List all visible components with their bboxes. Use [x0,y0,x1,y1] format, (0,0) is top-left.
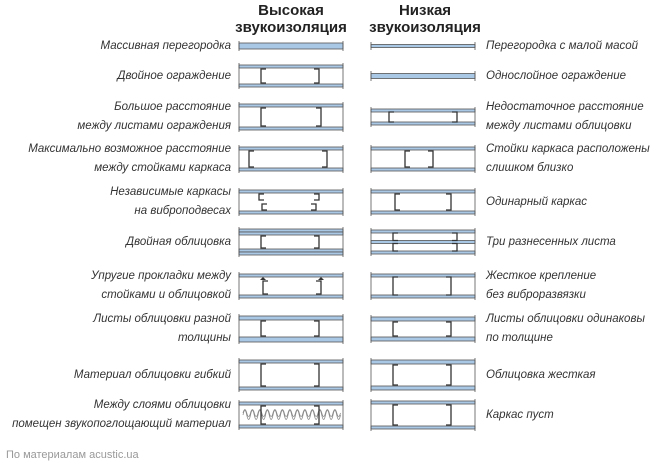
stud [393,322,398,336]
stud [389,112,394,122]
lining-sheet [371,274,475,277]
lining-sheet [371,74,475,79]
lining-sheet [239,65,343,68]
lining-sheet [371,295,475,298]
lining-sheet [371,386,475,390]
low-insulation-label [486,366,596,385]
label-line: на виброподвесах [134,205,231,217]
label-line: Двойная облицовка [126,235,231,248]
header-low-line1: Низкая [398,2,452,19]
stud [316,281,321,294]
stud [452,244,457,252]
stud [314,364,319,386]
label-line: Большое расстояние [114,101,231,113]
high-insulation-diagram [238,182,344,222]
lining-sheet [239,84,343,87]
label-line: Максимально возможное расстояние [28,143,231,155]
label-line: Перегородка с малой масой [486,39,639,52]
stud [393,244,398,252]
stud [249,151,254,167]
lining-sheet [239,402,343,405]
low-insulation-diagram [370,97,476,137]
label-line: между листами ограждения [77,120,231,132]
stud [393,233,398,241]
stud [262,204,267,210]
label-line: Три разнесенных листа [486,235,616,248]
lining-sheet [239,337,343,342]
lining-sheet [371,241,475,244]
low-insulation-diagram [370,395,476,435]
lining-sheet [239,387,343,390]
lining-sheet [239,360,343,363]
label-line: между листами облицовки [486,120,632,132]
high-insulation-label [12,396,231,434]
low-insulation-diagram [370,355,476,395]
stud [393,405,398,425]
label-line: Массивная перегородка [100,39,231,52]
stud [311,204,316,210]
lining-sheet [371,251,475,254]
stud [314,236,319,248]
lining-sheet [239,316,343,320]
label-line: Однослойное ограждение [486,69,627,82]
stud [405,151,410,167]
stud [395,194,400,210]
label-line: слишком близко [486,162,574,174]
label-line: Одинарный каркас [486,195,587,208]
lining-sheet [239,211,343,214]
lining-sheet [371,401,475,404]
high-insulation-label [117,67,231,86]
lining-sheet [371,211,475,214]
lining-sheet [371,317,475,321]
resilient-pad [318,277,324,280]
low-insulation-label [486,406,554,425]
high-insulation-label [28,140,231,178]
lining-sheet [239,229,343,232]
lining-sheet [239,43,343,49]
lining-sheet [371,360,475,364]
low-insulation-label [486,310,645,348]
high-insulation-diagram [238,309,344,349]
source-note: По материалам acustic.ua [6,449,139,461]
low-insulation-diagram [370,266,476,306]
low-insulation-diagram [370,222,476,262]
lining-sheet [239,252,343,255]
stud [314,69,319,83]
low-insulation-diagram [370,56,476,96]
high-insulation-diagram [238,222,344,262]
lining-sheet [239,168,343,171]
high-insulation-diagram [238,395,344,435]
header-high-line1: Высокая [258,2,324,19]
high-insulation-label [126,233,231,252]
high-insulation-diagram [238,139,344,179]
stud [446,194,451,210]
low-insulation-label [486,267,596,305]
stud [393,365,398,385]
lining-sheet [371,230,475,233]
lining-sheet [371,168,475,171]
high-insulation-diagram [238,56,344,96]
stud [322,151,327,167]
label-line: Упругие прокладки между [91,270,231,282]
high-insulation-label [74,366,231,385]
stud [263,281,268,294]
label-line: Каркас пуст [486,408,554,421]
lining-sheet [371,122,475,125]
label-line: Между слоями облицовки [93,399,231,411]
low-insulation-label [486,98,644,136]
label-line: между стойками каркаса [94,162,231,174]
resilient-pad [260,277,266,280]
high-insulation-label [91,267,231,305]
low-insulation-diagram [370,182,476,222]
stud [446,405,451,425]
low-insulation-label [486,37,638,56]
label-line: Материал облицовки гибкий [73,368,231,381]
lining-sheet [371,337,475,341]
label-line: Недостаточное расстояние [486,101,644,113]
stud [446,365,451,385]
header-low-line2: звукоизоляция [369,19,481,36]
stud [261,364,266,386]
high-insulation-diagram [238,266,344,306]
header-high-line2: звукоизоляция [235,19,347,36]
lining-sheet [239,127,343,130]
low-insulation-diagram [370,309,476,349]
low-insulation-label [486,67,626,86]
stud [446,277,451,295]
label-line: Листы облицовки одинаковы [486,313,645,325]
low-insulation-label [486,193,587,212]
label-line: Независимые каркасы [110,186,231,198]
stud [452,112,457,122]
label-line: Двойное ограждение [117,69,231,82]
label-line: Жесткое крепление [486,270,597,282]
stud [428,151,433,167]
lining-sheet [371,190,475,193]
high-insulation-label [110,183,231,221]
stud [261,321,266,336]
label-line: толщины [177,332,231,344]
label-line: стойками и облицовкой [101,289,231,301]
lining-sheet [239,104,343,107]
lining-sheet [371,109,475,112]
lining-sheet [371,426,475,429]
label-line: Листы облицовки разной [93,313,231,325]
stud [261,236,266,248]
stud [314,194,319,200]
label-line: Облицовка жесткая [486,368,596,381]
low-insulation-diagram [370,139,476,179]
low-insulation-label [486,233,616,252]
high-insulation-label [101,37,232,56]
lining-sheet [239,190,343,193]
high-insulation-label [93,310,231,348]
label-line: Стойки каркаса расположены [486,143,650,155]
stud [446,322,451,336]
stud [452,233,457,241]
label-line: помещен звукопоглощающий материал [12,418,231,430]
high-insulation-diagram [238,355,344,395]
lining-sheet [239,249,343,252]
lining-sheet [239,425,343,428]
stud [314,321,319,336]
stud [261,69,266,83]
high-insulation-label [77,98,231,136]
insulation-fill [243,410,341,420]
lining-sheet [239,232,343,235]
lining-sheet [371,147,475,150]
lining-sheet [239,147,343,150]
low-insulation-label [486,140,650,178]
stud [261,108,266,126]
high-insulation-diagram [238,97,344,137]
stud [259,194,264,200]
lining-sheet [371,45,475,48]
label-line: без виброразвязки [486,289,586,301]
lining-sheet [239,274,343,277]
stud [393,277,398,295]
label-line: по толщине [486,332,553,344]
stud [316,108,321,126]
lining-sheet [239,295,343,298]
